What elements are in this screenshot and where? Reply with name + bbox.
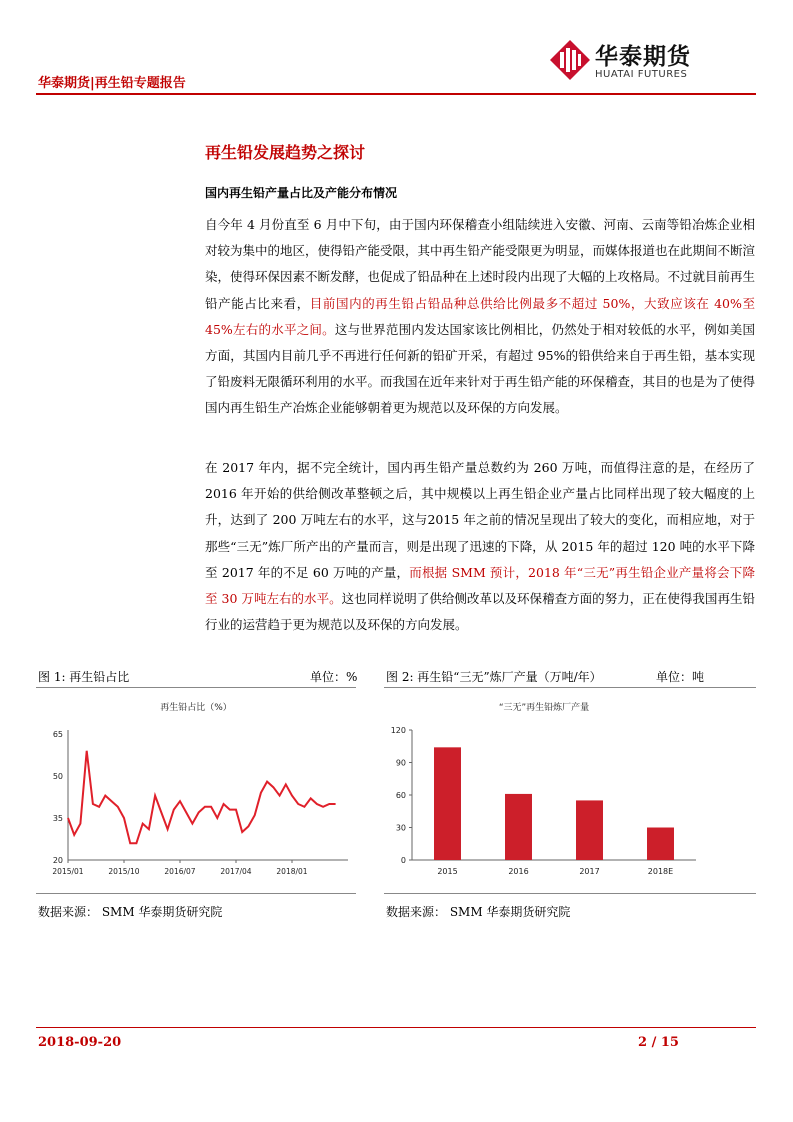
figure-1-divider (36, 687, 356, 688)
chart-1-x-tick-label: 2015/01 (52, 867, 84, 876)
chart-2-y-tick-label: 60 (395, 791, 406, 800)
chart-1-y-tick-label: 50 (52, 772, 63, 781)
logo-subtitle: HUATAI FUTURES (595, 69, 688, 80)
figure-2-title: 图 2: 再生铅“三无”炼厂产量（万吨/年） (386, 670, 602, 684)
chart-1-y-tick-label: 20 (52, 856, 63, 865)
chart-2-bar (434, 747, 461, 860)
figure-1-bottom-divider (36, 893, 356, 894)
paragraph-1-text-a: 自今年 4 月份直至 6 月中下旬，由于国内环保稽查小组陆续进入安徽、河南、云南等铅冶炼企业相对较为集中的地区，使得铅产能受限，其中再生铅产能受限更为明显，而媒体报道也在此期间不断渲染，使得环保因素不断发酵，也促成了铅品种在上述时段内出现了大幅的上攻格局。不过就目前再生铅产能占比来看， (205, 217, 756, 311)
paragraph-2-text-c: 这也同样说明了供给侧改革以及环保稽查方面的努力，正在使得我国再生铅行业的运营趋于更为规范以及环保的方向发展。 (205, 591, 755, 633)
chart-2-x-tick-label: 2015 (437, 867, 458, 876)
page-number: 2 / 15 (638, 1035, 679, 1050)
line-chart-lead-share (36, 692, 356, 882)
chart-2-y-tick-label: 0 (400, 856, 406, 865)
chart-1-y-tick-label: 35 (52, 814, 63, 823)
chart-1-series-line (68, 751, 336, 843)
sub-title: 国内再生铅产量占比及产能分布情况 (205, 186, 398, 200)
paragraph-2-text-a: 在 2017 年内，据不完全统计，国内再生铅产量总数约为 260 万吨，而值得注意的是，在经历了 2016 年开始的供给侧改革整顿之后，其中规模以上再生铅企业产量占比同样出现了较大幅度的上升，达到了 200 万吨左右的水平，这与2015 年之前的情况呈现出了较大的变化，而相应地，对于那些“三无”炼厂所产出的产量而言，则是出现了迅速的下降，从 2015 年的超过 120 吨的水平下降至 2017 年的不足 60 万吨的产量， (205, 460, 755, 580)
chart-2-y-tick-label: 90 (395, 758, 406, 768)
chart-2-x-tick-label: 2016 (508, 867, 529, 876)
chart-2-x-tick-label: 2018E (647, 867, 674, 876)
figure-1-title: 图 1: 再生铅占比 (38, 670, 130, 684)
chart-2-bar (647, 828, 674, 861)
chart-2-y-tick-label: 30 (395, 823, 406, 833)
chart-1-x-tick-label: 2016/07 (164, 867, 196, 876)
paragraph-2 (205, 455, 755, 638)
figure-2-divider (384, 687, 756, 688)
bar-chart-unlicensed-smelters (384, 692, 704, 882)
figure-2-bottom-divider (384, 893, 756, 894)
chart-1-x-tick-label: 2018/01 (276, 867, 308, 876)
chart-1-title: 再生铅占比（%） (160, 703, 232, 713)
chart-2-title: “三无”再生铅炼厂产量 (498, 703, 590, 713)
figure-2-source: 数据来源： SMM 华泰期货研究院 (386, 905, 571, 919)
chart-2-bar (505, 794, 532, 860)
chart-2-x-tick-label: 2017 (579, 867, 600, 876)
logo-name: 华泰期货 (595, 44, 691, 70)
section-title: 再生铅发展趋势之探讨 (205, 143, 366, 162)
logo-mark-icon (548, 38, 592, 82)
figure-1-unit: 单位：% (310, 670, 358, 684)
chart-2-bar (576, 800, 603, 860)
footer-date: 2018-09-20 (38, 1035, 122, 1050)
company-logo (548, 38, 758, 88)
chart-1-x-tick-label: 2015/10 (108, 867, 140, 876)
report-header-title: 华泰期货|再生铅专题报告 (38, 76, 186, 91)
paragraph-1-text-c: 这与世界范围内发达国家该比例相比，仍然处于相对较低的水平，例如美国方面，其国内目前几乎不再进行任何新的铅矿开采，有超过 95%的铅供给来自于再生铅，基本实现了铅废料无限循环利用的水平。而我国在近年来针对于再生铅产能的环保稽查，其目的也是为了使得国内再生铅生产冶炼企业能够朝着更为规范以及环保的方向发展。 (205, 321, 756, 416)
paragraph-2-highlight: 而根据 SMM 预计，2018 年“三无”再生铅企业产量将会下降至 30 万吨左右的水平。 (205, 564, 755, 607)
chart-1-y-tick-label: 65 (52, 730, 63, 739)
footer-divider (36, 1027, 756, 1028)
paragraph-1-highlight: 目前国内的再生铅占铅品种总供给比例最多不超过 50%，大致应该在 40%至 45%左右的水平之间。 (205, 295, 755, 337)
chart-2-y-tick-label: 120 (390, 726, 406, 735)
paragraph-1 (205, 212, 755, 422)
header-divider (36, 93, 756, 95)
figure-1-source: 数据来源： SMM 华泰期货研究院 (38, 905, 223, 919)
figure-2-unit: 单位：吨 (656, 670, 705, 684)
chart-1-x-tick-label: 2017/04 (220, 867, 252, 876)
